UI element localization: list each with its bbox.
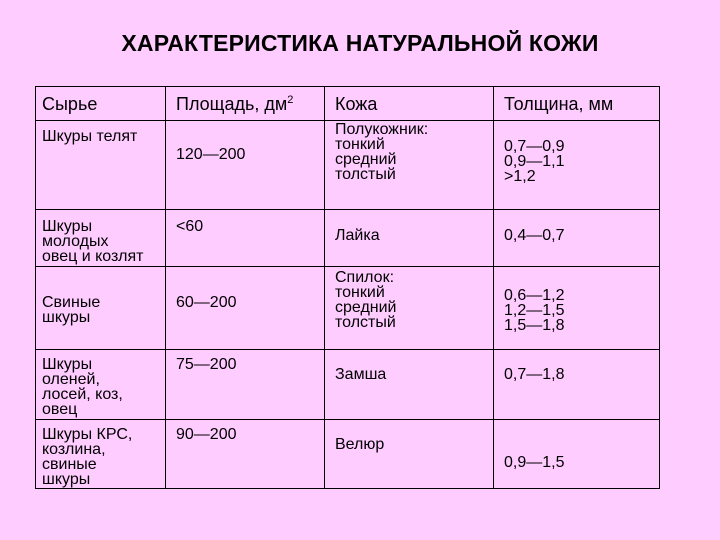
cell-line: 75—200 (176, 356, 237, 373)
cell-thickness (504, 367, 564, 382)
cell-line: козлина, (42, 441, 106, 458)
cell-line: свиные (42, 456, 97, 473)
cell-line: тонкий (335, 284, 385, 301)
cell-line: Велюр (335, 436, 385, 453)
leather-table (35, 86, 660, 489)
page-title: ХАРАКТЕРИСТИКА НАТУРАЛЬНОЙ КОЖИ (121, 30, 599, 56)
cell-line: 60—200 (176, 294, 237, 311)
cell-line: <60 (176, 218, 204, 235)
cell-line: оленей, (42, 371, 100, 388)
cell-raw (42, 129, 137, 144)
cell-line: Шкуры телят (42, 128, 138, 145)
cell-line: лосей, коз, (42, 386, 123, 403)
cell-line: молодых (42, 233, 109, 250)
header-area (176, 95, 293, 113)
cell-line: 0,4—0,7 (504, 227, 565, 244)
cell-line: Лайка (335, 227, 380, 244)
cell-line: Шкуры (42, 356, 93, 373)
row-divider (36, 419, 659, 420)
cell-line: средний (335, 299, 397, 316)
cell-raw (42, 357, 123, 417)
cell-line: Шкуры КРС, (42, 426, 133, 443)
cell-line: Полукожник: (335, 121, 429, 138)
cell-thickness (504, 228, 564, 243)
cell-line: толстый (335, 314, 396, 331)
cell-line: 0,7—0,9 (504, 138, 565, 155)
cell-line: 0,6—1,2 (504, 287, 565, 304)
cell-line: Замша (335, 366, 387, 383)
header-area-superscript: 2 (287, 94, 294, 106)
cell-area (176, 295, 237, 310)
cell-line: овец (42, 401, 78, 418)
cell-line: шкуры (42, 309, 91, 326)
cell-line: 0,9—1,1 (504, 153, 565, 170)
cell-area (176, 219, 203, 234)
header-thickness: Толщина, мм (504, 94, 614, 114)
cell-raw (42, 295, 100, 325)
row-divider (36, 266, 659, 267)
cell-leather (335, 437, 384, 452)
cell-line: шкуры (42, 471, 91, 488)
cell-thickness (504, 455, 564, 470)
column-divider (165, 87, 166, 488)
header-raw: Сырье (42, 94, 98, 114)
cell-raw (42, 219, 144, 264)
cell-leather (335, 270, 397, 330)
cell-line: 1,2—1,5 (504, 302, 565, 319)
cell-leather (335, 122, 428, 182)
header-leather: Кожа (335, 94, 378, 114)
row-divider (36, 209, 659, 210)
column-divider (324, 87, 325, 488)
cell-line: >1,2 (504, 168, 536, 185)
cell-line: Шкуры (42, 218, 93, 235)
cell-line: 0,7—1,8 (504, 366, 565, 383)
cell-area (176, 427, 237, 442)
cell-area (176, 357, 237, 372)
cell-line: 0,9—1,5 (504, 454, 565, 471)
cell-line: средний (335, 151, 397, 168)
cell-leather (335, 228, 380, 243)
header-area-label: Площадь, дм (176, 94, 288, 114)
cell-thickness (504, 288, 564, 333)
row-divider (36, 349, 659, 350)
cell-thickness (504, 139, 564, 184)
cell-line: Спилок: (335, 269, 395, 286)
cell-line: Свиные (42, 294, 101, 311)
cell-raw (42, 427, 132, 487)
cell-line: толстый (335, 166, 396, 183)
cell-line: 120—200 (176, 146, 246, 163)
cell-area (176, 147, 245, 162)
column-divider (493, 87, 494, 488)
cell-line: 90—200 (176, 426, 237, 443)
cell-leather (335, 367, 386, 382)
cell-line: 1,5—1,8 (504, 317, 565, 334)
cell-line: тонкий (335, 136, 385, 153)
cell-line: овец и козлят (42, 248, 144, 265)
